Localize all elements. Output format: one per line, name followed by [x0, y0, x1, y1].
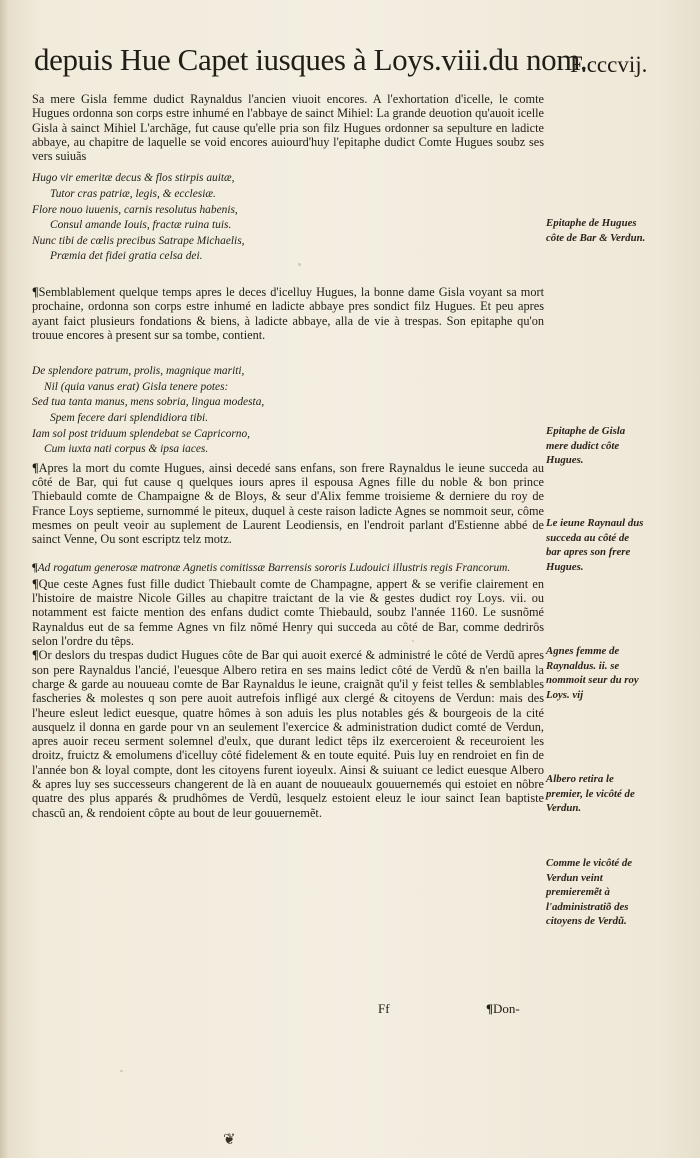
- main-text-column: [32, 92, 544, 820]
- signature-mark: Ff: [378, 1001, 390, 1016]
- verse-line: De splendore patrum, prolis, magnique mariti,: [32, 365, 245, 378]
- paper-speck: [412, 640, 414, 642]
- paragraph-4: [32, 577, 544, 648]
- paper-speck: [120, 1070, 123, 1072]
- verse-line: Cum iuxta nati corpus & ipsa iaces.: [44, 443, 209, 456]
- verse-line: Præmia det fidei gratia celsa dei.: [50, 250, 203, 263]
- verse-line: Iam sol post triduum splendebat se Capricorno,: [32, 427, 251, 440]
- ink-blot-ornament: ❦: [223, 1132, 236, 1148]
- verse-line: Nil (quia vanus erat) Gisla tenere potes:: [44, 380, 229, 393]
- latin-quotation: [32, 561, 544, 575]
- paragraph-5: [32, 648, 544, 820]
- paragraph-3-text: Apres la mort du comte Hugues, ainsi decedé sans enfans, son frere Raynaldus le ieune succeda au côté de Bar, qui fut cause q quelques iours apres il espousa Agnes fille du noble & bon prince Thiebauld comte de Champaigne & de Bloys, & seur d'Alix femme troisieme & derniere du roy de France Loys septieme, surnommé le piteux, duquel à ceste raison ladicte Agnes se nommoit seur, côme mesmes on peult veoir au suplement de Laurent Leodiensis, en l'endroit parlant d'Estienne abbé de sainct Venne, Ou sont escriptz telz motz.: [32, 460, 544, 547]
- verse-line: Hugo vir emeritæ decus & flos stirpis auitæ,: [32, 172, 235, 185]
- pilcrow-mark: ¶: [32, 576, 39, 591]
- catchword: [486, 1001, 520, 1017]
- pilcrow-mark: ¶: [32, 285, 39, 300]
- running-title: depuis Hue Capet iusques à Loys.viii.du nom.: [34, 42, 588, 77]
- pilcrow-mark: ¶: [32, 561, 38, 574]
- pilcrow-mark: ¶: [32, 460, 39, 475]
- margin-note-vicomte: Comme le vicôté de Verdun veint premieremẽt à l'administratiõ des citoyens de Verdũ.: [546, 857, 633, 928]
- paragraph-4-text: Que ceste Agnes fust fille dudict Thiebault comte de Champagne, appert & se verifie clairement en l'histoire de maistre Nicole Gilles au chapitre traictant de la vie & gestes dudict roy Loys. vii. ou notamment est faicte mention des enfans dudict comte Thiebauld, soubz l'année 1160. Le susnõmé Raynaldus eut de sa femme Agnes vn filz nõmé Henry qui succeda au côté de Bar, comme dedrirôs selon l'ordre du têps.: [32, 576, 544, 649]
- paragraph-3: [32, 461, 544, 547]
- margin-note-epitaphe-gisla: Epitaphe de Gisla mere dudict côte Hugues.: [546, 425, 626, 467]
- paragraph-1: Sa mere Gisla femme dudict Raynaldus l'ancien viuoit encores. A l'exhortation d'icelle, le comte Hugues ordonna son corps estre inhumé en l'abbaye de sainct Mihiel: La grande deuotion qu'auoit icelle Gisla à sainct Mihiel L'archãge, fut cause qu'elle pria son filz Hugues ordonner sa sepulture en ladicte abbaye, au chapitre de laquelle se void encores auiourd'huy l'epitaphe dudict Comte Hugues soubz ses vers suiuãs: [32, 92, 544, 164]
- verse-line: Sed tua tanta manus, mens sobria, lingua modesta,: [32, 396, 265, 409]
- pilcrow-mark: ¶: [32, 648, 39, 663]
- paragraph-2: [32, 285, 544, 342]
- verse-line: Flore nouo iuuenis, carnis resolutus habenis,: [32, 203, 238, 216]
- page-header: [34, 42, 654, 88]
- verse-line: Spem fecere dari splendidiora tibi.: [50, 412, 209, 425]
- margin-note-epitaphe-hugues: Epitaphe de Hugues côte de Bar & Verdun.: [546, 217, 646, 244]
- margin-note-agnes: Agnes femme de Raynaldus. ii. se nommoit seur du roy Loys. vij: [546, 645, 639, 701]
- margin-note-raynaldus: Le ieune Raynaul dus succeda au côté de bar apres son frere Hugues.: [546, 517, 644, 573]
- verse-line: Nunc tibi de cœlis precibus Satrape Michaelis,: [32, 234, 245, 247]
- paragraph-2-text: Semblablement quelque temps apres le deces d'icelluy Hugues, la bonne dame Gisla voyant sa mort prochaine, ordonna son corps estre inhumé en ladicte abbaye pres sondict filz Hugues. Et peu apres ayant faict plusieurs fondations & biens, à ladicte abbaye, alla de vie à trespas. Son epitaphe qu'on trouue encores à present sur sa tombe, contient.: [32, 285, 544, 342]
- epitaph-gisla: [32, 364, 544, 458]
- paragraph-5-text: Or deslors du trespas dudict Hugues côte de Bar qui auoit exercé & administré le côté de Verdũ apres son pere Raynaldus l'ancié, l'euesque Albero retira en ses mains ledict côté de Verdũ & n'en bailla la charge & garde au nouueau comte de Bar Raynaldus le ieune, craignãt qu'il y feist telles & semblables fascheries & molestes q son pere auoit autrefois infligé aux clergé & citoyens de Verdun: mais des l'heure esleut ledict euesque, quatre hômes à son aduis les plus notables gés & bourgeois de la cité ausquelz il donna en garde pour vn an seulement l'exercice & administration dudict comté de Verdun, apres auoir receu serment solemnel d'eulx, que durant ledict têps ilz exerceroient & receuroient les droitz, fruictz & emolumens d'icelluy côté fidelement & en toute equité. Puis luy en rendroiet en fin de l'année bon & loyal compte, dont les citoyens furent ioyeulx. Ainsi & suiuant ce ledict euesque Albero & apres luy ses successeurs changerent de là en auant de nouueaulx gouuernemés qui estoiet en nôbre quatre des plus apparés & prudhômes de Verdũ, lesquelz estoient eleuz le iour sainct Iean baptiste chascũ an, & rendoient côpte au bout de leur gouuernemẽt.: [32, 648, 544, 820]
- latin-quotation-text: Ad rogatum generosæ matronæ Agnetis comitissæ Barrensis sororis Ludouici illustris regis Francorum.: [37, 561, 511, 574]
- page-gutter: [0, 0, 10, 1158]
- pilcrow-mark: ¶: [486, 1001, 494, 1016]
- epitaph-hugo: [32, 171, 544, 265]
- folio-number: F.cccvij.: [570, 52, 648, 77]
- catchword-text: Don-: [493, 1001, 520, 1016]
- verse-line: Tutor cras patriæ, legis, & ecclesiæ.: [50, 188, 216, 201]
- margin-note-albero: Albero retira le premier, le vicôté de Verdun.: [546, 773, 635, 815]
- paper-speck: [298, 263, 301, 266]
- verse-line: Consul amande Iouis, fractæ ruina tuis.: [50, 219, 232, 232]
